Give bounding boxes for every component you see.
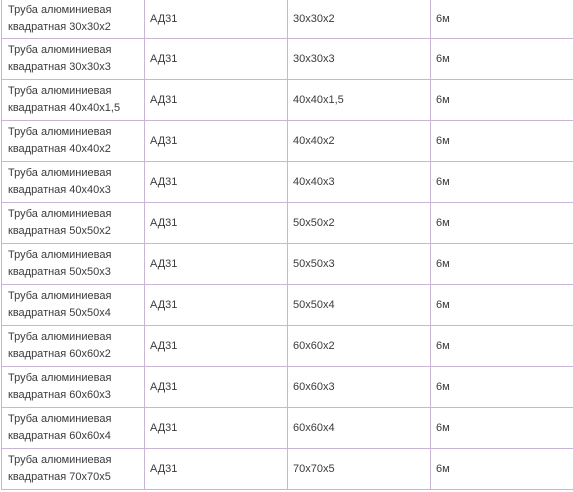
product-name-line1: Труба алюминиевая [8, 413, 112, 425]
product-name-line1: Труба алюминиевая [8, 126, 112, 138]
table-row [2, 39, 573, 80]
size-cell: 30x30x2 [288, 0, 431, 39]
alloy-grade-cell: АД31 [145, 244, 288, 285]
product-name-cell [2, 0, 145, 39]
table-row [2, 285, 573, 326]
product-name-line2: квадратная 50x50x4 [8, 307, 111, 319]
product-name-line2: квадратная 60x60x3 [8, 389, 111, 401]
size-cell: 70x70x5 [288, 449, 431, 490]
table-row [2, 203, 573, 244]
product-name-line1: Труба алюминиевая [8, 44, 112, 56]
product-name-cell [2, 80, 145, 121]
alloy-grade-cell: АД31 [145, 203, 288, 244]
table-row [2, 0, 573, 39]
product-name-line2: квадратная 40x40x2 [8, 143, 111, 155]
product-name-line2: квадратная 40x40x1,5 [8, 102, 121, 114]
product-name-line2: квадратная 60x60x4 [8, 430, 111, 442]
product-name-line2: квадратная 50x50x3 [8, 266, 111, 278]
size-cell: 60x60x2 [288, 326, 431, 367]
product-name-line2: квадратная 30x30x3 [8, 61, 111, 73]
size-cell: 60x60x3 [288, 367, 431, 408]
size-cell: 40x40x2 [288, 121, 431, 162]
length-cell: 6м [431, 162, 573, 203]
size-cell: 40x40x1,5 [288, 80, 431, 121]
alloy-grade-cell: АД31 [145, 408, 288, 449]
product-name-cell [2, 244, 145, 285]
product-name-cell [2, 203, 145, 244]
alloy-grade-cell: АД31 [145, 39, 288, 80]
product-name-cell [2, 408, 145, 449]
product-name-line2: квадратная 60x60x2 [8, 348, 111, 360]
product-name-line1: Труба алюминиевая [8, 208, 112, 220]
length-cell: 6м [431, 408, 573, 449]
product-name-line2: квадратная 40x40x3 [8, 184, 111, 196]
size-cell: 50x50x4 [288, 285, 431, 326]
length-cell: 6м [431, 80, 573, 121]
length-cell: 6м [431, 0, 573, 39]
product-name-line1: Труба алюминиевая [8, 331, 112, 343]
alloy-grade-cell: АД31 [145, 326, 288, 367]
alloy-grade-cell: АД31 [145, 285, 288, 326]
product-table [1, 0, 573, 490]
alloy-grade-cell: АД31 [145, 0, 288, 39]
length-cell: 6м [431, 203, 573, 244]
size-cell: 50x50x3 [288, 244, 431, 285]
product-name-line2: квадратная 70x70x5 [8, 471, 111, 483]
product-name-cell [2, 285, 145, 326]
product-name-cell [2, 39, 145, 80]
table-row [2, 449, 573, 490]
length-cell: 6м [431, 449, 573, 490]
size-cell: 50x50x2 [288, 203, 431, 244]
product-name-cell [2, 449, 145, 490]
table-row [2, 326, 573, 367]
alloy-grade-cell: АД31 [145, 449, 288, 490]
product-name-cell [2, 162, 145, 203]
product-name-line1: Труба алюминиевая [8, 290, 112, 302]
product-name-line2: квадратная 50x50x2 [8, 225, 111, 237]
table-row [2, 121, 573, 162]
length-cell: 6м [431, 326, 573, 367]
table-row [2, 367, 573, 408]
product-name-cell [2, 121, 145, 162]
product-name-line1: Труба алюминиевая [8, 372, 112, 384]
table-row [2, 162, 573, 203]
product-table-body [2, 0, 573, 490]
table-row [2, 408, 573, 449]
length-cell: 6м [431, 121, 573, 162]
product-name-line2: квадратная 30x30x2 [8, 21, 111, 33]
alloy-grade-cell: АД31 [145, 80, 288, 121]
table-row [2, 244, 573, 285]
length-cell: 6м [431, 39, 573, 80]
product-name-line1: Труба алюминиевая [8, 4, 112, 16]
table-row [2, 80, 573, 121]
size-cell: 60x60x4 [288, 408, 431, 449]
alloy-grade-cell: АД31 [145, 162, 288, 203]
product-name-line1: Труба алюминиевая [8, 167, 112, 179]
size-cell: 40x40x3 [288, 162, 431, 203]
product-name-line1: Труба алюминиевая [8, 249, 112, 261]
length-cell: 6м [431, 367, 573, 408]
product-name-line1: Труба алюминиевая [8, 454, 112, 466]
length-cell: 6м [431, 285, 573, 326]
alloy-grade-cell: АД31 [145, 121, 288, 162]
alloy-grade-cell: АД31 [145, 367, 288, 408]
product-name-line1: Труба алюминиевая [8, 85, 112, 97]
product-name-cell [2, 326, 145, 367]
product-name-cell [2, 367, 145, 408]
size-cell: 30x30x3 [288, 39, 431, 80]
length-cell: 6м [431, 244, 573, 285]
